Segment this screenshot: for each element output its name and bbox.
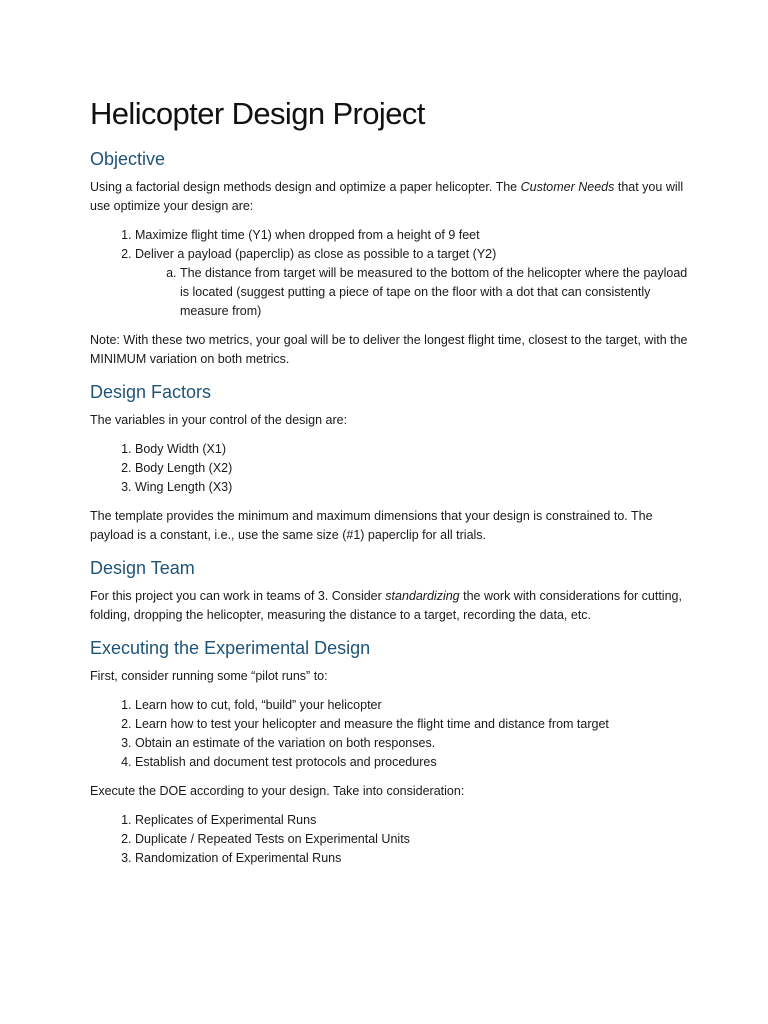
pilot-list: [90, 696, 690, 772]
objective-note: Note: With these two metrics, your goal will be to deliver the longest flight time, closest to the target, with the MINIMUM variation on both metrics.: [90, 333, 688, 366]
factors-list: [90, 440, 690, 497]
list-item: 1. Learn how to cut, fold, “build” your helicopter: [135, 696, 690, 715]
objective-intro-emphasis: Customer Needs: [520, 180, 615, 194]
team-text-after: the work with considerations for cutting, folding, dropping the helicopter, measuring the distance to a target, recording the data, etc.: [90, 589, 682, 622]
list-item: 3. Wing Length (X3): [135, 478, 690, 497]
executing-intro: First, consider running some “pilot runs” to:: [90, 669, 328, 683]
doe-list: [90, 811, 690, 868]
sublist-item: a. The distance from target will be measured to the bottom of the helicopter where the payload is located (suggest putting a piece of tape on the floor with a dot that can consistently measure from): [180, 264, 690, 321]
team-text: [90, 587, 690, 625]
page-title: Helicopter Design Project: [90, 96, 425, 131]
factors-heading: Design Factors: [90, 382, 212, 402]
objective-list: [90, 226, 690, 321]
list-item-text: Deliver a payload (paperclip) as close as possible to a target (Y2): [135, 247, 497, 261]
factors-intro: The variables in your control of the design are:: [90, 413, 348, 427]
executing-heading: Executing the Experimental Design: [90, 638, 371, 658]
list-item: [135, 245, 690, 321]
list-item: 2. Duplicate / Repeated Tests on Experimental Units: [135, 830, 690, 849]
factors-note: The template provides the minimum and maximum dimensions that your design is constrained to. The payload is a constant, i.e., use the same size (#1) paperclip for all trials.: [90, 509, 653, 542]
objective-sublist: [135, 264, 690, 321]
list-item: 2. Body Length (X2): [135, 459, 690, 478]
list-item: 1. Replicates of Experimental Runs: [135, 811, 690, 830]
list-item: 3. Obtain an estimate of the variation on both responses.: [135, 734, 690, 753]
list-item: 3. Randomization of Experimental Runs: [135, 849, 690, 868]
objective-intro: [90, 178, 690, 216]
team-text-before: For this project you can work in teams of 3. Consider: [90, 589, 386, 603]
list-item: 1. Maximize flight time (Y1) when dropped from a height of 9 feet: [135, 226, 690, 245]
list-item: 4. Establish and document test protocols and procedures: [135, 753, 690, 772]
list-item: 2. Learn how to test your helicopter and measure the flight time and distance from target: [135, 715, 690, 734]
team-text-emphasis: standardizing: [385, 589, 460, 603]
list-item: 1. Body Width (X1): [135, 440, 690, 459]
objective-intro-after: that you will use optimize your design are:: [90, 180, 684, 213]
document-page: [90, 92, 690, 878]
team-heading: Design Team: [90, 558, 195, 578]
doe-intro: Execute the DOE according to your design. Take into consideration:: [90, 784, 465, 798]
objective-intro-before: Using a factorial design methods design and optimize a paper helicopter. The: [90, 180, 521, 194]
objective-heading: Objective: [90, 149, 166, 169]
